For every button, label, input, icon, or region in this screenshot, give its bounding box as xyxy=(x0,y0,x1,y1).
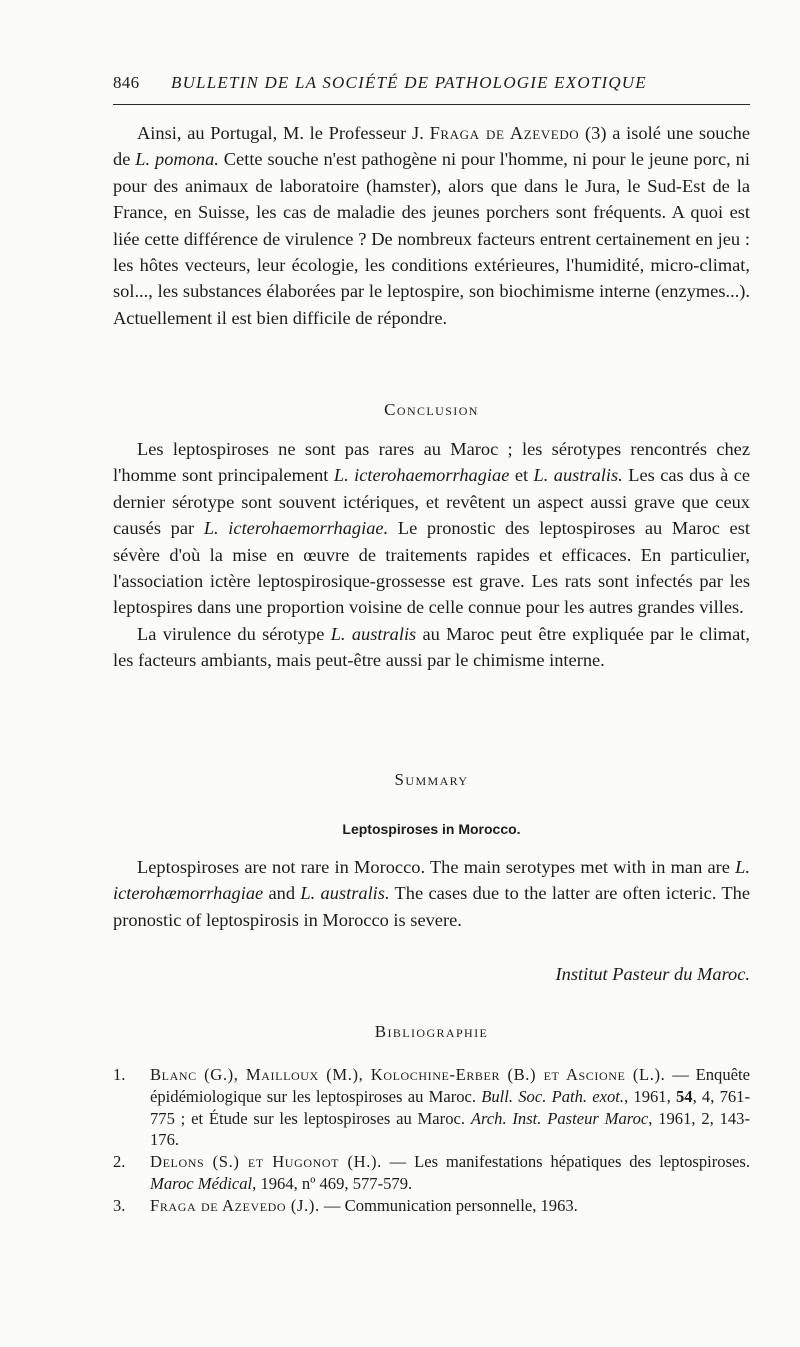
journal-name: Arch. Inst. Pasteur Maroc xyxy=(470,1108,649,1128)
reference-item xyxy=(113,1195,750,1217)
paragraph xyxy=(113,436,750,621)
summary-body xyxy=(113,854,750,933)
text-run: , 1964, nº 469, 577-579. xyxy=(252,1173,413,1193)
paragraph xyxy=(113,854,750,933)
text-run: and xyxy=(263,883,301,904)
header-rule xyxy=(113,104,750,105)
species-name: L. australis xyxy=(330,623,417,644)
reference-number: 2. xyxy=(113,1152,126,1172)
reference-number: 3. xyxy=(113,1195,126,1215)
paragraph xyxy=(113,621,750,674)
summary-subtitle: Leptospiroses in Morocco. xyxy=(342,821,521,837)
journal-name: Maroc Médical xyxy=(150,1173,253,1193)
text-run: — Les manifestations hépatiques des leptospiroses. xyxy=(381,1152,750,1172)
bibliography-list xyxy=(113,1064,750,1217)
text-run: La virulence du sérotype xyxy=(137,623,331,644)
reference-authors: Fraga de Azevedo (J.). xyxy=(150,1195,320,1215)
text-run: et xyxy=(509,465,534,486)
reference-authors: Delons (S.) et Hugonot (H.). xyxy=(150,1152,382,1172)
paragraph xyxy=(113,120,750,331)
species-name: L. icterohæmorrhagiae xyxy=(113,857,750,904)
reference-item xyxy=(113,1151,750,1195)
author-name: Fraga de Azevedo xyxy=(429,123,580,143)
bibliography-heading: Bibliographie xyxy=(374,1022,489,1041)
text-run: Les leptospiroses ne sont pas rares au Maroc ; les sérotypes rencontrés chez l'homme sont principalement xyxy=(113,439,750,486)
intro-paragraph xyxy=(113,120,750,331)
summary-heading: Summary xyxy=(394,770,469,789)
text-run: — Enquête épidémiologique sur les leptospiroses au Maroc. xyxy=(150,1065,750,1106)
affiliation: Institut Pasteur du Maroc. xyxy=(555,964,750,984)
text-run: , 1961, xyxy=(624,1086,676,1106)
text-run: , 4, 761-775 ; et Étude sur les leptospiroses au Maroc. xyxy=(150,1086,750,1128)
text-run: The cases due to the latter are often icteric. The pronostic of leptospirosis in Morocco is severe. xyxy=(113,883,751,930)
text-run: Le pronostic des leptospiroses au Maroc est sévère d'où la mise en œuvre de traitements rapides et efficaces. En particulier, l'association ictère leptospirosique-grossesse est grave. Les rats sont infectés par les leptospires dans une proportion voisine de celle connue pour les autres grandes villes. xyxy=(113,518,750,618)
reference-number: 1. xyxy=(113,1065,126,1084)
species-name: L. icterohaemorrhagiae. xyxy=(203,518,389,539)
conclusion-heading: Conclusion xyxy=(384,400,479,419)
text-run: , 1961, 2, 143-176. xyxy=(150,1108,750,1150)
journal-name: Bull. Soc. Path. exot. xyxy=(481,1086,625,1106)
text-run: Ainsi, au Portugal, M. le Professeur J. xyxy=(137,123,430,143)
text-run: — Communication personnelle, 1963. xyxy=(319,1195,578,1215)
journal-title: BULLETIN DE LA SOCIÉTÉ DE PATHOLOGIE EXOTIQUE xyxy=(171,73,647,92)
species-name: L. pomona. xyxy=(135,149,219,170)
species-name: L. australis. xyxy=(533,465,623,486)
reference-text xyxy=(150,1151,750,1195)
species-name: L. australis. xyxy=(300,883,390,904)
text-run: Leptospiroses are not rare in Morocco. The main serotypes met with in man are xyxy=(137,857,736,877)
reference-authors: Blanc (G.), Mailloux (M.), Kolochine-Erber (B.) et Ascione (L.). xyxy=(150,1065,666,1084)
species-name: L. icterohaemorrhagiae xyxy=(333,465,510,486)
volume-number: 54 xyxy=(675,1086,693,1106)
page-number: 846 xyxy=(113,73,140,92)
text-run: au Maroc peut être expliquée par le climat, les facteurs ambiants, mais peut-être aussi par le chimisme interne. xyxy=(113,623,750,671)
reference-item xyxy=(113,1064,750,1151)
text-run: Les cas dus à ce dernier sérotype sont souvent ictériques, et revêtent un aspect aussi grave que ceux causés par xyxy=(113,465,751,539)
conclusion-body xyxy=(113,436,750,674)
reference-text xyxy=(150,1064,750,1151)
text-run: Cette souche n'est pathogène ni pour l'homme, ni pour le jeune porc, ni pour des animaux de laboratoire (hamster), alors que dans le Jura, le Sud-Est de la France, en Suisse, les cas de maladie des jeunes porchers sont fréquents. A quoi est liée cette différence de virulence ? De nombreux facteurs entrent certainement en jeu : les hôtes vecteurs, leur écologie, les conditions extérieures, l'humidité, micro-climat, sol..., les substances élaborées par le leptospire, son biochimisme interne (enzymes...). Actuellement il est bien difficile de répondre. xyxy=(113,149,750,328)
reference-text xyxy=(150,1195,750,1217)
text-run: (3) a isolé une souche de xyxy=(113,123,750,170)
